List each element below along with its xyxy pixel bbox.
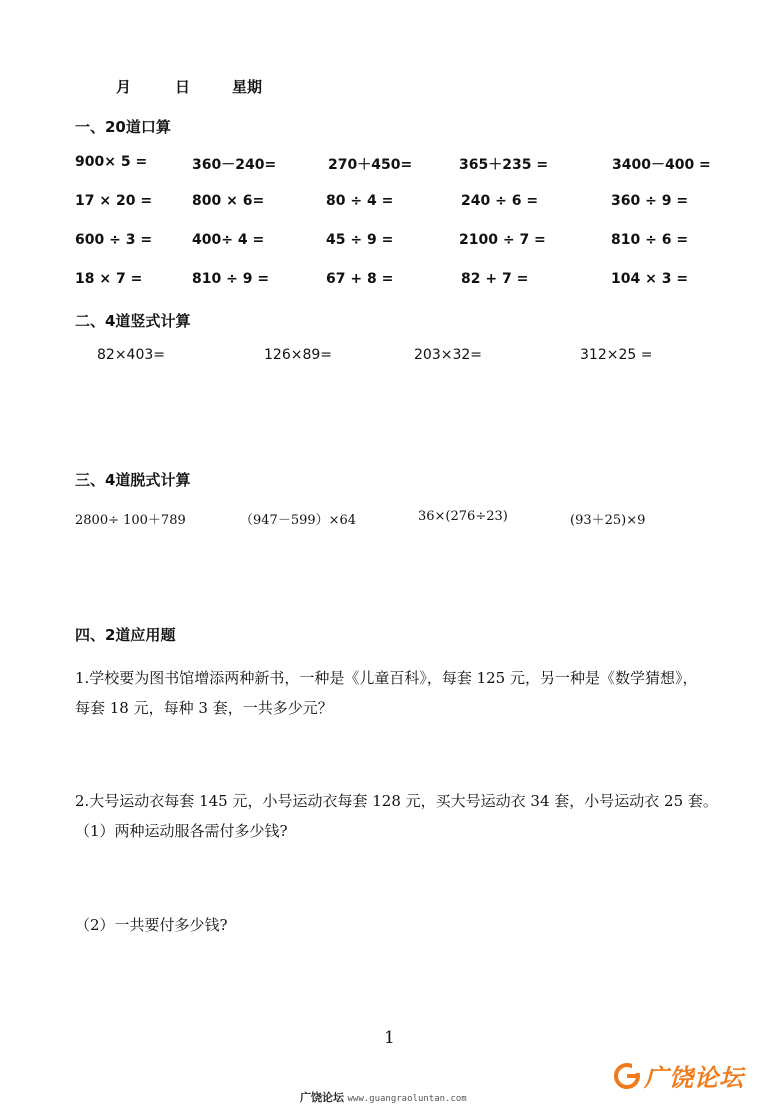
header-day: 日 bbox=[175, 78, 191, 96]
step-problem: 2800÷ 100＋789 bbox=[75, 513, 186, 528]
step-problem: 36×(276÷23) bbox=[418, 509, 508, 524]
oral-problem: 240 ÷ 6 = bbox=[461, 193, 539, 209]
oral-problem: 67 + 8 = bbox=[326, 271, 394, 287]
footer-site: www.guangraoluntan.com bbox=[347, 1094, 467, 1104]
logo-mark-icon bbox=[612, 1061, 642, 1091]
section2-title: 二、4道竖式计算 bbox=[75, 312, 191, 330]
vertical-problem: 126×89= bbox=[264, 347, 332, 363]
oral-problem: 600 ÷ 3 = bbox=[75, 232, 153, 248]
oral-problem: 3400－400 = bbox=[612, 157, 711, 173]
oral-problem: 360 ÷ 9 = bbox=[611, 193, 689, 209]
word-problem-2-line1: 2.大号运动衣每套 145 元，小号运动衣每套 128 元，买大号运动衣 34 套，小号运动衣 25 套。 bbox=[75, 792, 718, 810]
header-weekday: 星期 bbox=[232, 78, 263, 96]
oral-problem: 400÷ 4 = bbox=[192, 232, 265, 248]
oral-problem: 17 × 20 = bbox=[75, 193, 153, 209]
oral-problem: 900× 5 = bbox=[75, 154, 148, 170]
vertical-problem: 82×403= bbox=[97, 347, 165, 363]
header-month: 月 bbox=[116, 78, 132, 96]
logo-brand-text: 广饶论坛 bbox=[644, 1064, 744, 1092]
oral-problem: 360－240= bbox=[192, 157, 277, 173]
footer-forum: 广饶论坛 bbox=[300, 1091, 344, 1104]
word-problem-1-line2: 每套 18 元，每种 3 套，一共多少元？ bbox=[75, 699, 333, 717]
section4-title: 四、2道应用题 bbox=[75, 626, 176, 644]
step-problem: (93＋25)×9 bbox=[570, 513, 646, 528]
oral-problem: 45 ÷ 9 = bbox=[326, 232, 394, 248]
vertical-problem: 312×25 = bbox=[580, 347, 653, 363]
word-problem-2-question-1: （1）两种运动服各需付多少钱? bbox=[75, 822, 288, 840]
oral-problem: 82 + 7 = bbox=[461, 271, 529, 287]
word-problem-1-line1: 1.学校要为图书馆增添两种新书，一种是《儿童百科》，每套 125 元，另一种是《数学猜想》， bbox=[75, 669, 698, 687]
vertical-problem: 203×32= bbox=[414, 347, 482, 363]
oral-problem: 80 ÷ 4 = bbox=[326, 193, 394, 209]
oral-problem: 270＋450= bbox=[328, 157, 413, 173]
oral-problem: 2100 ÷ 7 = bbox=[459, 232, 546, 248]
section1-title: 一、20道口算 bbox=[75, 118, 171, 136]
step-problem: （947－599）×64 bbox=[240, 513, 357, 528]
oral-problem: 800 × 6= bbox=[192, 193, 265, 209]
page-number: 1 bbox=[384, 1028, 395, 1048]
oral-problem: 810 ÷ 9 = bbox=[192, 271, 270, 287]
oral-problem: 104 × 3 = bbox=[611, 271, 689, 287]
oral-problem: 365＋235 = bbox=[459, 157, 549, 173]
section3-title: 三、4道脱式计算 bbox=[75, 471, 191, 489]
oral-problem: 18 × 7 = bbox=[75, 271, 143, 287]
oral-problem: 810 ÷ 6 = bbox=[611, 232, 689, 248]
word-problem-2-question-2: （2）一共要付多少钱? bbox=[75, 916, 228, 934]
brand-logo bbox=[612, 1058, 744, 1093]
